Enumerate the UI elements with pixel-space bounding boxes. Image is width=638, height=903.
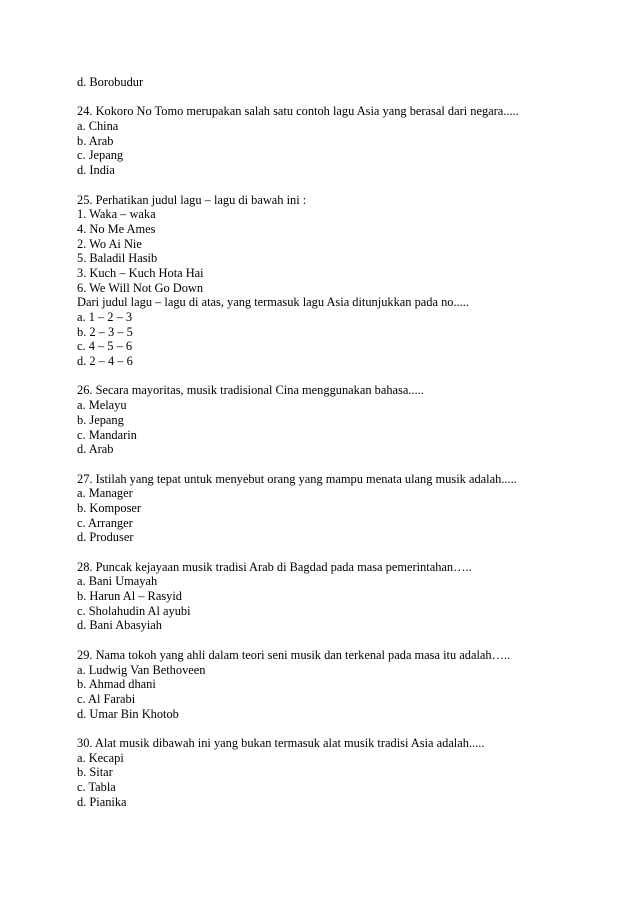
question-list [77, 90, 577, 810]
question-text: 29. Nama tokoh yang ahli dalam teori seni musik dan terkenal pada masa itu adalah….. [77, 647, 511, 662]
answer-option: d. Umar Bin Khotob [77, 706, 179, 721]
answer-option: b. Jepang [77, 412, 124, 427]
question-stem-line: 6. We Will Not Go Down [77, 280, 204, 295]
question-spacer [77, 721, 577, 736]
answer-option: c. Mandarin [77, 427, 137, 442]
question-text: 25. Perhatikan judul lagu – lagu di bawah ini : [77, 192, 307, 207]
question-stem-line: Dari judul lagu – lagu di atas, yang termasuk lagu Asia ditunjukkan pada no..... [77, 295, 469, 310]
question-spacer [77, 633, 577, 648]
question-stem-line: 1. Waka – waka [77, 207, 156, 222]
answer-option: a. Ludwig Van Bethoveen [77, 662, 206, 677]
answer-option: a. Kecapi [77, 750, 124, 765]
answer-option: b. Sitar [77, 765, 113, 780]
question-spacer [77, 457, 577, 472]
question-block [77, 383, 577, 456]
question-spacer [77, 90, 577, 105]
answer-option: d. 2 – 4 – 6 [77, 354, 133, 369]
answer-option: c. Al Farabi [77, 691, 136, 706]
answer-option: b. Ahmad dhani [77, 677, 156, 692]
answer-option: d. Pianika [77, 794, 127, 809]
question-spacer [77, 178, 577, 193]
question-block [77, 560, 577, 633]
answer-option: a. 1 – 2 – 3 [77, 310, 133, 324]
answer-option: b. Arab [77, 133, 114, 148]
answer-option: c. Jepang [77, 148, 124, 163]
question-spacer [77, 369, 577, 384]
question-text: 28. Puncak kejayaan musik tradisi Arab di Bagdad pada masa pemerintahan….. [77, 559, 472, 574]
question-block [77, 472, 577, 545]
document-page [77, 75, 577, 809]
answer-option: d. Arab [77, 442, 114, 457]
answer-option: c. Tabla [77, 780, 116, 794]
question-stem-line: 3. Kuch – Kuch Hota Hai [77, 265, 204, 280]
answer-option: b. 2 – 3 – 5 [77, 324, 133, 339]
answer-option: a. Bani Umayah [77, 574, 158, 589]
answer-option: b. Harun Al – Rasyid [77, 589, 182, 604]
answer-option: a. China [77, 119, 119, 134]
question-spacer [77, 545, 577, 560]
answer-option: c. Sholahudin Al ayubi [77, 603, 191, 618]
answer-option: d. Produser [77, 530, 134, 545]
answer-option: c. 4 – 5 – 6 [77, 339, 133, 354]
question-block [77, 736, 577, 809]
answer-option: d. India [77, 163, 115, 178]
answer-option: a. Manager [77, 486, 133, 501]
question-block [77, 193, 577, 369]
question-text: 27. Istilah yang tepat untuk menyebut orang yang mampu menata ulang musik adalah..... [77, 471, 517, 486]
question-text: 30. Alat musik dibawah ini yang bukan termasuk alat musik tradisi Asia adalah..... [77, 735, 485, 750]
question-block [77, 648, 577, 721]
question-text: 26. Secara mayoritas, musik tradisional Cina menggunakan bahasa..... [77, 383, 424, 398]
question-block [77, 104, 577, 177]
question-stem-line: 2. Wo Ai Nie [77, 236, 142, 251]
answer-option: a. Melayu [77, 398, 127, 413]
answer-option: d. Bani Abasyiah [77, 618, 163, 633]
answer-option: c. Arranger [77, 515, 133, 530]
question-stem-line: 4. No Me Ames [77, 221, 156, 236]
question-stem-line: 5. Baladil Hasib [77, 251, 158, 266]
lead-option: d. Borobudur [77, 75, 144, 89]
question-text: 24. Kokoro No Tomo merupakan salah satu contoh lagu Asia yang berasal dari negara..... [77, 104, 519, 119]
answer-option: b. Komposer [77, 500, 142, 515]
